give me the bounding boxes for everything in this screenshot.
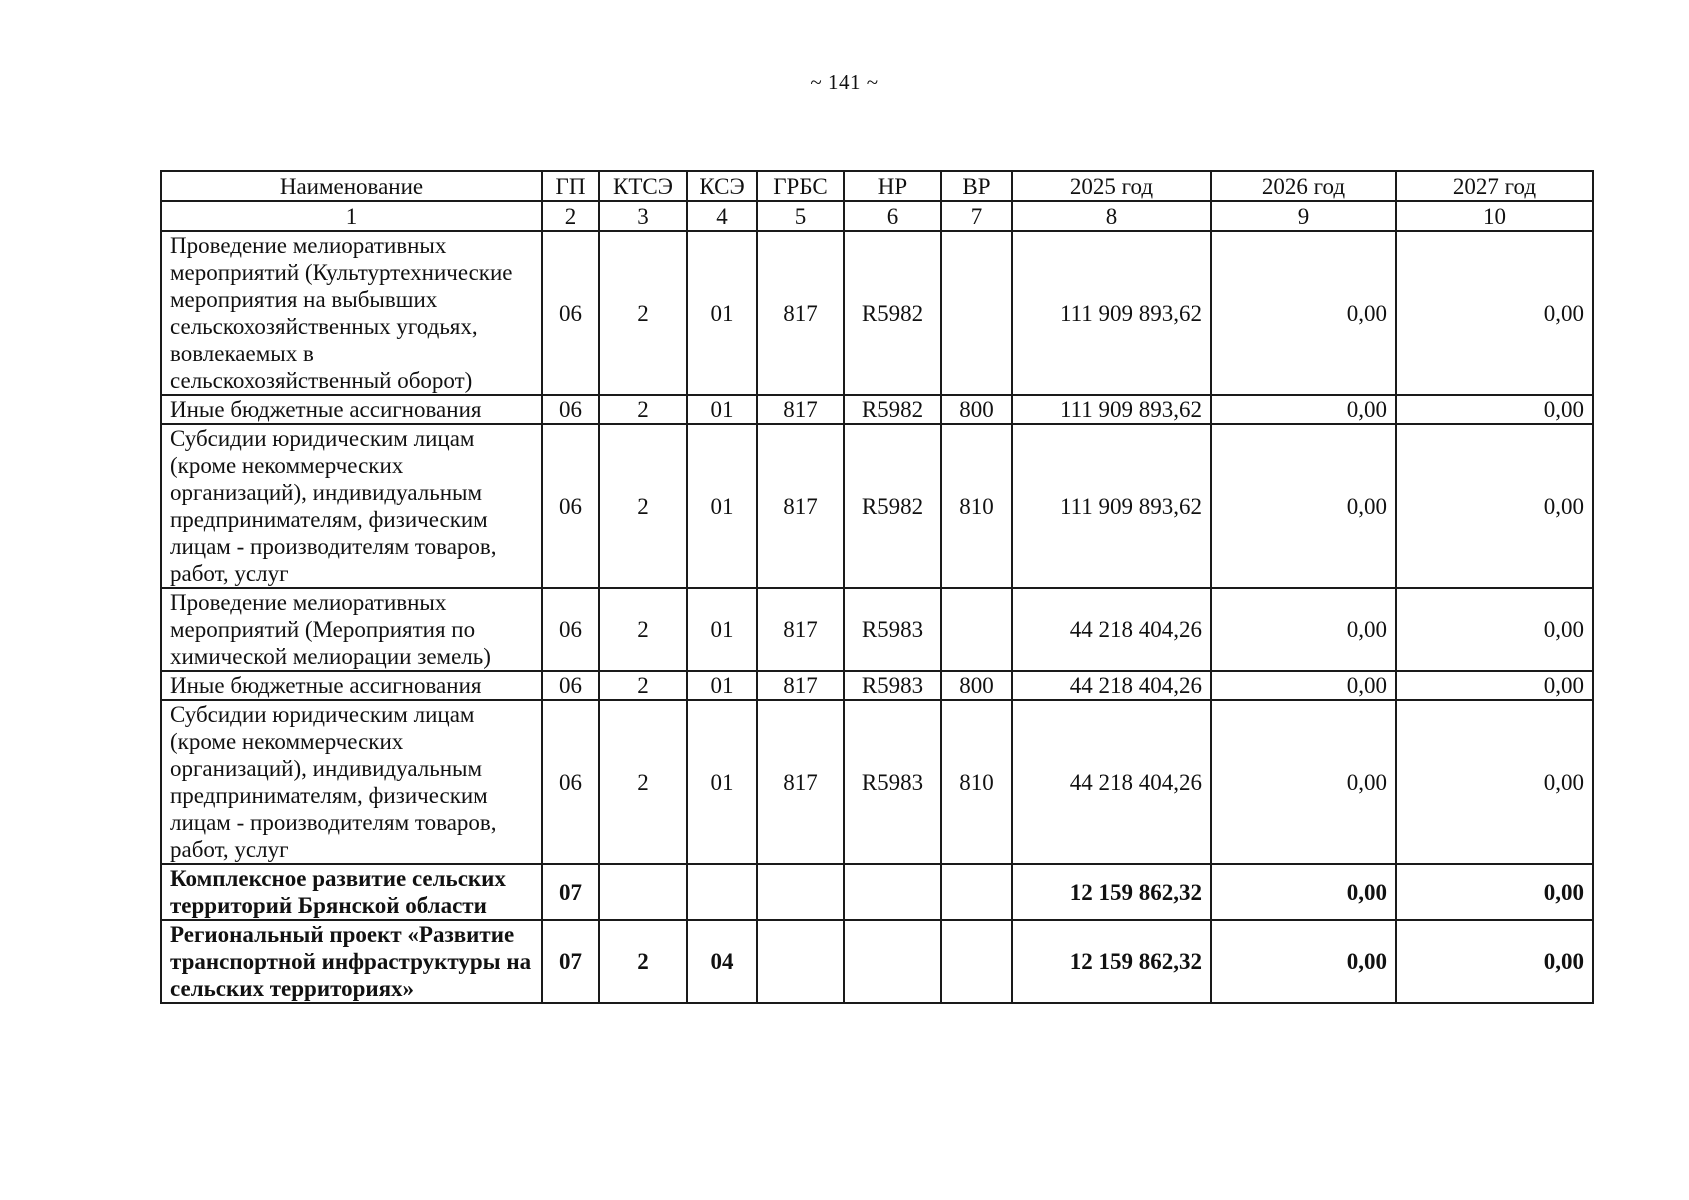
cell-nr: R5983 [844,700,941,864]
cell-kse: 01 [687,395,757,424]
cell-2027: 0,00 [1396,588,1593,671]
cell-vr [941,231,1012,395]
table-row [161,395,1593,424]
column-number: 5 [757,201,844,231]
cell-2027: 0,00 [1396,700,1593,864]
cell-kse: 01 [687,231,757,395]
cell-2026: 0,00 [1211,920,1396,1003]
cell-gp: 06 [542,231,599,395]
cell-vr: 800 [941,395,1012,424]
header-2026: 2026 год [1211,171,1396,201]
cell-grbs: 817 [757,671,844,700]
cell-kse: 01 [687,424,757,588]
header-2025: 2025 год [1012,171,1211,201]
table-body [161,231,1593,1003]
cell-nr: R5982 [844,424,941,588]
table-row [161,920,1593,1003]
cell-vr [941,588,1012,671]
cell-2026: 0,00 [1211,700,1396,864]
cell-grbs [757,920,844,1003]
cell-ktse: 2 [599,424,687,588]
column-number: 4 [687,201,757,231]
cell-2027: 0,00 [1396,671,1593,700]
header-ktse: КТСЭ [599,171,687,201]
cell-gp: 07 [542,920,599,1003]
cell-ktse: 2 [599,395,687,424]
cell-kse: 01 [687,700,757,864]
column-number: 8 [1012,201,1211,231]
table-header [161,171,1593,231]
cell-nr: R5982 [844,231,941,395]
cell-kse: 01 [687,671,757,700]
cell-nr: R5983 [844,588,941,671]
cell-2025: 44 218 404,26 [1012,671,1211,700]
table-row [161,671,1593,700]
cell-kse: 04 [687,920,757,1003]
header-gp: ГП [542,171,599,201]
cell-2027: 0,00 [1396,864,1593,920]
cell-grbs: 817 [757,700,844,864]
budget-table [160,170,1594,1004]
header-nr: НР [844,171,941,201]
header-2027: 2027 год [1396,171,1593,201]
cell-gp: 06 [542,424,599,588]
column-number: 10 [1396,201,1593,231]
cell-name: Иные бюджетные ассигнования [161,395,542,424]
header-row [161,171,1593,201]
cell-gp: 06 [542,671,599,700]
column-number: 6 [844,201,941,231]
cell-vr [941,920,1012,1003]
table-row [161,864,1593,920]
header-vr: ВР [941,171,1012,201]
cell-2025: 12 159 862,32 [1012,920,1211,1003]
cell-nr [844,864,941,920]
cell-ktse: 2 [599,700,687,864]
cell-name: Комплексное развитие сельских территорий Брянской области [161,864,542,920]
cell-gp: 07 [542,864,599,920]
column-number: 7 [941,201,1012,231]
column-number: 9 [1211,201,1396,231]
cell-ktse: 2 [599,231,687,395]
cell-vr: 810 [941,700,1012,864]
cell-2027: 0,00 [1396,395,1593,424]
table-row [161,700,1593,864]
cell-name: Иные бюджетные ассигнования [161,671,542,700]
cell-nr: R5982 [844,395,941,424]
cell-gp: 06 [542,588,599,671]
cell-ktse: 2 [599,588,687,671]
table-row [161,231,1593,395]
cell-name: Проведение мелиоративных мероприятий (Культуртехнические мероприятия на выбывших сельскохозяйственных угодьях, вовлекаемых в сельскохозяйственный оборот) [161,231,542,395]
cell-name: Региональный проект «Развитие транспортной инфраструктуры на сельских территориях» [161,920,542,1003]
column-number: 1 [161,201,542,231]
cell-2025: 111 909 893,62 [1012,395,1211,424]
cell-2025: 44 218 404,26 [1012,588,1211,671]
cell-nr [844,920,941,1003]
cell-vr [941,864,1012,920]
cell-2026: 0,00 [1211,424,1396,588]
cell-name: Субсидии юридическим лицам (кроме некоммерческих организаций), индивидуальным предпринимателям, физическим лицам - производителям товаров, работ, услуг [161,424,542,588]
cell-gp: 06 [542,700,599,864]
cell-grbs: 817 [757,588,844,671]
cell-ktse [599,864,687,920]
column-number: 2 [542,201,599,231]
cell-ktse: 2 [599,671,687,700]
cell-kse [687,864,757,920]
header-kse: КСЭ [687,171,757,201]
cell-vr: 810 [941,424,1012,588]
cell-2025: 111 909 893,62 [1012,231,1211,395]
cell-2026: 0,00 [1211,231,1396,395]
cell-name: Проведение мелиоративных мероприятий (Мероприятия по химической мелиорации земель) [161,588,542,671]
cell-2027: 0,00 [1396,424,1593,588]
cell-2026: 0,00 [1211,864,1396,920]
table-row [161,588,1593,671]
column-number: 3 [599,201,687,231]
cell-2025: 12 159 862,32 [1012,864,1211,920]
cell-grbs: 817 [757,424,844,588]
cell-2025: 111 909 893,62 [1012,424,1211,588]
cell-grbs: 817 [757,231,844,395]
cell-ktse: 2 [599,920,687,1003]
cell-kse: 01 [687,588,757,671]
cell-nr: R5983 [844,671,941,700]
cell-gp: 06 [542,395,599,424]
cell-2026: 0,00 [1211,588,1396,671]
cell-2026: 0,00 [1211,395,1396,424]
cell-2026: 0,00 [1211,671,1396,700]
cell-grbs: 817 [757,395,844,424]
table-row [161,424,1593,588]
header-grbs: ГРБС [757,171,844,201]
page-number: ~ 141 ~ [810,70,879,94]
cell-name: Субсидии юридическим лицам (кроме некоммерческих организаций), индивидуальным предпринимателям, физическим лицам - производителям товаров, работ, услуг [161,700,542,864]
cell-2027: 0,00 [1396,920,1593,1003]
cell-vr: 800 [941,671,1012,700]
header-name: Наименование [161,171,542,201]
cell-2027: 0,00 [1396,231,1593,395]
cell-2025: 44 218 404,26 [1012,700,1211,864]
cell-grbs [757,864,844,920]
column-number-row [161,201,1593,231]
